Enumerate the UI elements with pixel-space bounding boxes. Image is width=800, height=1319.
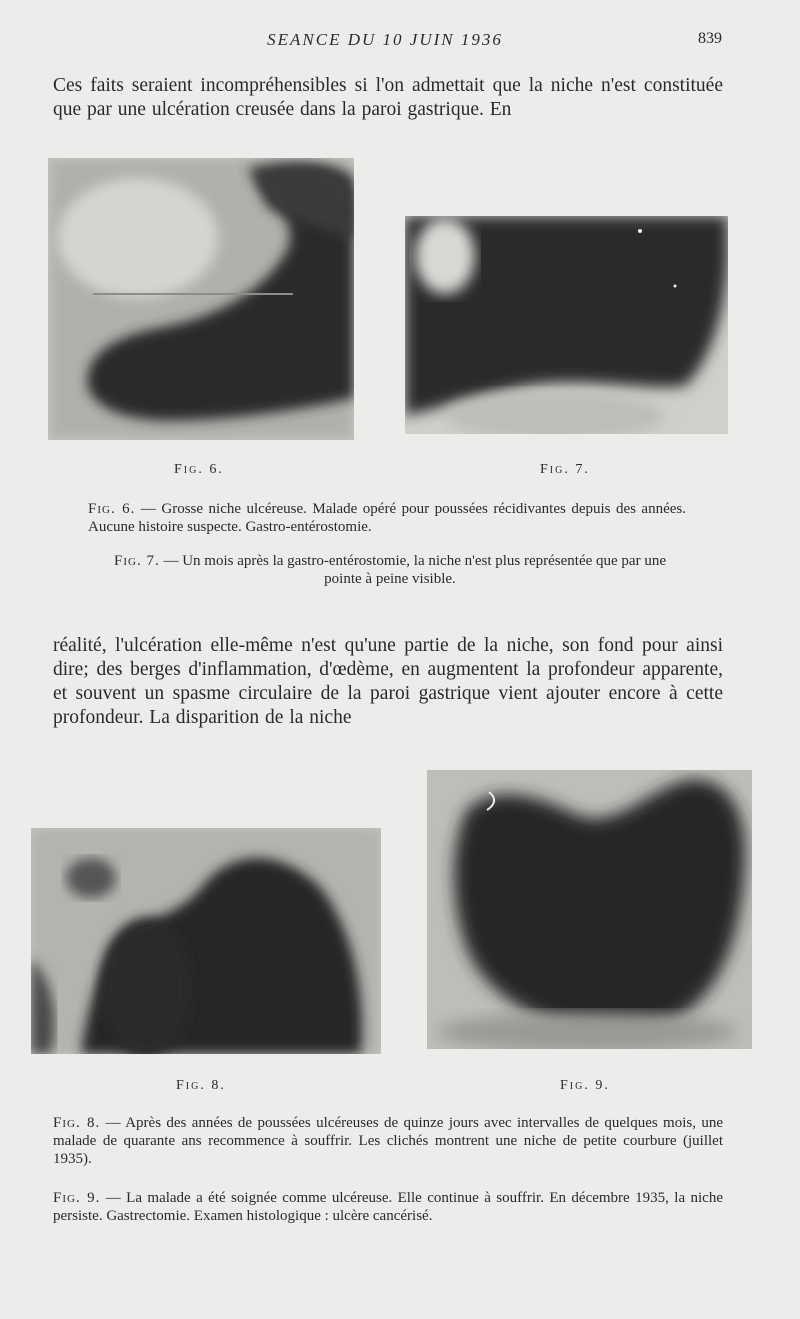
figure-7-label: Fig. 7. <box>540 462 590 477</box>
caption-figure-6 <box>88 500 686 536</box>
caption-figure-8 <box>53 1114 723 1168</box>
body-paragraph-1: Ces faits seraient incompréhensibles si l'on admettait que la niche n'est constituée que par une ulcération creusée dans la paroi gastrique. En <box>53 75 723 120</box>
caption-figure-9 <box>53 1189 723 1225</box>
figure-8-image <box>31 828 381 1054</box>
page-number: 839 <box>698 30 722 47</box>
figure-6-image <box>48 158 354 440</box>
running-title: SEANCE DU 10 JUIN 1936 <box>267 30 503 49</box>
figure-8-label: Fig. 8. <box>176 1078 226 1093</box>
caption-figure-7 <box>110 552 670 588</box>
figure-9-radiograph <box>427 770 752 1049</box>
figure-8-radiograph <box>31 828 381 1054</box>
caption-8-text: — Après des années de poussées ulcéreuses de quinze jours avec intervalles de quelques mois, une malade de quarante ans recommence à souffrir. Les clichés montrent une niche de petite courbure (juillet 1935). <box>53 1115 723 1167</box>
caption-9-text: — La malade a été soignée comme ulcéreuse. Elle continue à souffrir. En décembre 1935, la niche persiste. Gastrectomie. Examen histologique : ulcère cancérisé. <box>53 1190 723 1224</box>
body-paragraph-2: réalité, l'ulcération elle-même n'est qu'une partie de la niche, son fond pour ainsi dire; des berges d'inflammation, d'œdème, en augmentent la profondeur apparente, et souvent un spasme circulaire de la paroi gastrique vient ajouter encore à cette profondeur. La disparition de la niche <box>53 635 723 728</box>
figure-6-radiograph <box>48 158 354 440</box>
figure-9-image <box>427 770 752 1049</box>
figure-7-image <box>405 216 728 434</box>
caption-8-lead: Fig. 8. <box>53 1115 101 1131</box>
figure-9-label: Fig. 9. <box>560 1078 610 1093</box>
caption-9-lead: Fig. 9. <box>53 1190 101 1206</box>
caption-6-lead: Fig. 6. <box>88 501 136 517</box>
figure-7-radiograph <box>405 216 728 434</box>
caption-7-text: — Un mois après la gastro-entérostomie, la niche n'est plus représentée que par une pointe à peine visible. <box>159 553 666 587</box>
caption-6-text: — Grosse niche ulcéreuse. Malade opéré pour poussées récidivantes depuis des années. Aucune histoire suspecte. Gastro-entérostomie. <box>88 501 686 535</box>
page-header <box>0 30 800 54</box>
figure-6-label: Fig. 6. <box>174 462 224 477</box>
caption-7-lead: Fig. 7. <box>114 553 160 569</box>
